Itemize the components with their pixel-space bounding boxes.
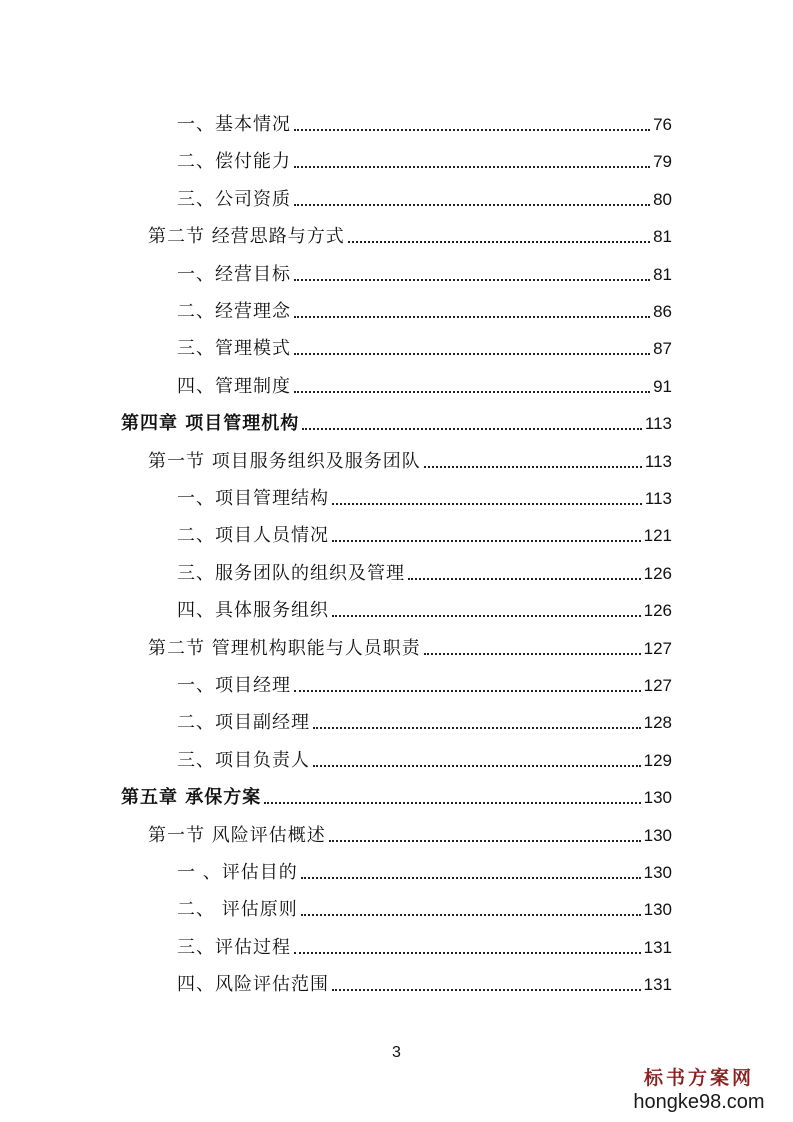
watermark-logo: [619, 1063, 779, 1114]
toc-dot-leader: [294, 279, 650, 281]
toc-dot-leader: [294, 353, 650, 355]
toc-subsection-entry[interactable]: [177, 736, 672, 772]
toc-entry-page: 130: [643, 863, 672, 882]
toc-subsection-entry[interactable]: [177, 586, 672, 622]
toc-entry-page: 113: [644, 414, 672, 434]
toc-dot-leader: [294, 952, 641, 954]
toc-dot-leader: [294, 316, 650, 318]
toc-dot-leader: [313, 765, 641, 767]
toc-entry-label: 三、服务团队的组织及管理: [177, 562, 405, 584]
toc-subsection-entry[interactable]: [177, 362, 672, 398]
toc-entry-page: 130: [643, 900, 672, 920]
toc-entry-label: 第五章 承保方案: [121, 787, 262, 809]
toc-entry-page: 113: [644, 451, 672, 471]
toc-subsection-entry[interactable]: [177, 324, 672, 360]
toc-entry-page: 81: [653, 264, 672, 284]
toc-entry-label: 一、经营目标: [177, 263, 291, 285]
toc-dot-leader: [332, 989, 641, 991]
toc-entry-page: 129: [643, 750, 672, 770]
toc-entry-page: 91: [653, 376, 672, 396]
toc-subsection-entry[interactable]: [177, 511, 672, 547]
toc-entry-page: 113: [644, 489, 672, 508]
toc-entry-label: 一、基本情况: [177, 114, 291, 135]
toc-entry-label: 一、项目经理: [177, 675, 291, 696]
toc-entry-label: 第一节 风险评估概述: [148, 824, 326, 846]
toc-entry-page: 81: [653, 227, 672, 247]
toc-entry-page: 131: [643, 937, 672, 957]
toc-dot-leader: [424, 466, 642, 468]
toc-dot-leader: [332, 540, 641, 542]
toc-entry-page: 131: [643, 975, 672, 995]
toc-entry-page: 80: [653, 189, 672, 209]
toc-chapter-entry[interactable]: [121, 399, 672, 435]
toc-entry-page: 128: [643, 713, 672, 733]
toc-subsection-entry[interactable]: [177, 549, 672, 585]
toc-entry-page: 127: [643, 676, 672, 695]
toc-subsection-entry[interactable]: [177, 960, 672, 996]
toc-subsection-entry[interactable]: [177, 848, 672, 884]
toc-dot-leader: [302, 428, 642, 430]
toc-subsection-entry[interactable]: [177, 100, 672, 136]
toc-dot-leader: [313, 727, 641, 729]
toc-section-entry[interactable]: [148, 811, 672, 847]
toc-entry-label: 二、经营理念: [177, 301, 291, 322]
toc-subsection-entry[interactable]: [177, 474, 672, 510]
toc-entry-page: 79: [653, 152, 672, 172]
toc-dot-leader: [408, 578, 641, 580]
toc-dot-leader: [294, 204, 650, 206]
toc-entry-label: 四、具体服务组织: [177, 600, 329, 622]
toc-entry-page: 127: [643, 638, 672, 658]
toc-entry-label: 四、管理制度: [177, 375, 291, 397]
toc-entry-page: 130: [643, 825, 672, 845]
toc-entry-label: 二、项目人员情况: [177, 525, 329, 547]
toc-entry-page: 126: [643, 563, 672, 583]
toc-dot-leader: [332, 615, 641, 617]
toc-entry-label: 三、公司资质: [177, 188, 291, 210]
toc-entry-label: 三、管理模式: [177, 338, 291, 360]
toc-dot-leader: [424, 653, 641, 655]
toc-subsection-entry[interactable]: [177, 661, 672, 697]
toc-dot-leader: [294, 166, 650, 168]
toc-dot-leader: [294, 391, 650, 393]
toc-dot-leader: [348, 241, 650, 243]
toc-dot-leader: [332, 503, 642, 505]
page-number: 3: [392, 1044, 401, 1061]
watermark-site-url: hongke98.com: [633, 1091, 765, 1113]
toc-dot-leader: [294, 129, 650, 131]
toc-subsection-entry[interactable]: [177, 175, 672, 211]
toc-entry-label: 二、偿付能力: [177, 151, 291, 173]
toc-dot-leader: [301, 914, 641, 916]
toc-entry-page: 76: [653, 115, 672, 134]
toc-dot-leader: [264, 802, 640, 804]
toc-entry-label: 第一节 项目服务组织及服务团队: [148, 450, 421, 472]
toc-entry-label: 二、 评估原则: [177, 899, 298, 921]
toc-entry-page: 121: [643, 526, 672, 546]
toc-dot-leader: [294, 690, 641, 692]
toc-entry-page: 86: [653, 302, 672, 321]
toc-entry-label: 第二节 管理机构职能与人员职责: [148, 637, 421, 659]
toc-section-entry[interactable]: [148, 212, 672, 248]
toc-dot-leader: [301, 877, 641, 879]
toc-dot-leader: [329, 840, 641, 842]
toc-section-entry[interactable]: [148, 437, 672, 473]
toc-subsection-entry[interactable]: [177, 698, 672, 734]
toc-entry-label: 第四章 项目管理机构: [121, 413, 300, 435]
toc-entry-label: 一 、评估目的: [177, 862, 298, 883]
toc-entry-page: 130: [643, 788, 672, 808]
toc-subsection-entry[interactable]: [177, 250, 672, 286]
toc-entry-page: 87: [653, 339, 672, 359]
toc-entry-label: 三、项目负责人: [177, 749, 310, 771]
toc-entry-label: 四、风险评估范围: [177, 974, 329, 996]
toc-section-entry[interactable]: [148, 624, 672, 660]
toc-subsection-entry[interactable]: [177, 923, 672, 959]
toc-entry-label: 一、项目管理结构: [177, 488, 329, 509]
toc-subsection-entry[interactable]: [177, 137, 672, 173]
toc-subsection-entry[interactable]: [177, 287, 672, 323]
toc-entry-label: 第二节 经营思路与方式: [148, 226, 345, 248]
watermark-site-name: 标书方案网: [643, 1067, 754, 1089]
toc-chapter-entry[interactable]: [121, 773, 672, 809]
toc-subsection-entry[interactable]: [177, 885, 672, 921]
toc-entry-label: 三、评估过程: [177, 936, 291, 958]
toc-entry-page: 126: [643, 601, 672, 621]
toc-entry-label: 二、项目副经理: [177, 712, 310, 734]
